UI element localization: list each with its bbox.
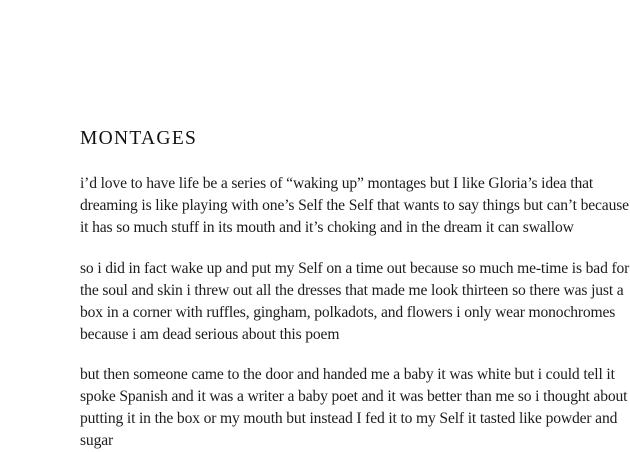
poem-stanza-2: so i did in fact wake up and put my Self on a time out because so much me-time is bad for the soul and skin i threw out all the dresses that made me look thirteen so there was just a box in a corner with ruffles, gingham, polkadots, and flowers i only wear monochromes because i am dead serious about this poem bbox=[80, 260, 630, 343]
poem-stanza-1: i’d love to have life be a series of “waking up” montages but I like Gloria’s idea that dreaming is like playing with one’s Self the Self that wants to say things but can’t because it has so much stuff in its mouth and it’s choking and in the dream it can swallow bbox=[80, 175, 629, 236]
poem-page bbox=[80, 0, 630, 450]
poem-stanza-3: but then someone came to the door and handed me a baby it was white but i could tell it spoke Spanish and it was a writer a baby poet and it was better than me so i thought about putting it in the box or my mouth but instead I fed it to my Self it tasted like powder and sugar bbox=[80, 366, 628, 449]
poem-title: MONTAGES bbox=[80, 128, 198, 149]
